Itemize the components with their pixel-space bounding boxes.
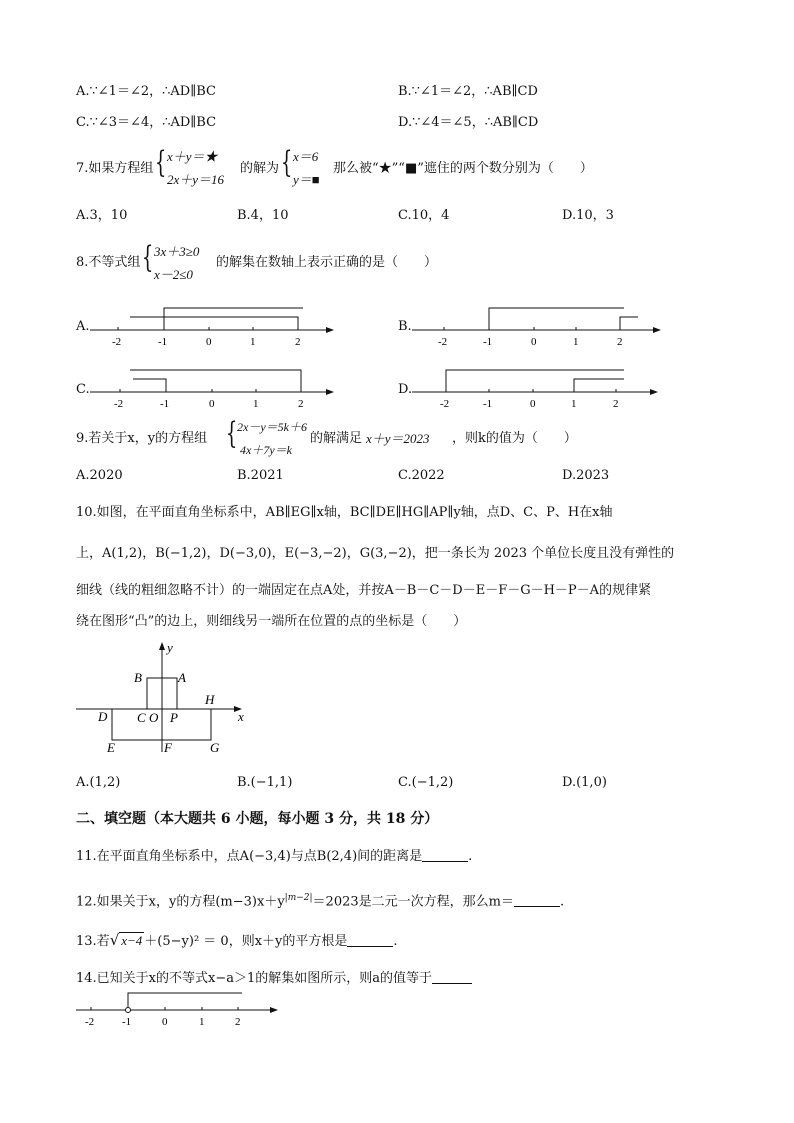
q14 [76, 969, 472, 988]
label-p: P [170, 710, 178, 725]
tick-label: 0 [209, 398, 215, 410]
q10-option-c: C.(−1,2) [398, 775, 454, 790]
tick-label: -2 [440, 398, 450, 410]
q7-option-b: B.4，10 [237, 208, 289, 223]
q7-prefix: 7.如果方程组 [76, 161, 154, 176]
tick-label: -2 [114, 398, 124, 410]
tick-label: 1 [199, 1016, 205, 1028]
sqrt-icon: √ [109, 931, 120, 949]
tick-label: 2 [295, 336, 301, 348]
q10-line-3: 细线（线的粗细忽略不计）的一端固定在点A处，并按A－B－C－D－E－F－G－H－P－A的规律紧 [76, 583, 652, 598]
tick-label: 0 [531, 336, 537, 348]
q14-text: 14.已知关于x的不等式x−a＞1的解集如图所示，则a的值等于 [76, 971, 433, 986]
q13-end: . [393, 934, 398, 949]
open-point-icon [126, 1008, 131, 1013]
tick-label: 2 [298, 398, 304, 410]
q8-numberline-b [410, 300, 665, 350]
q8-label-b: B. [398, 319, 412, 334]
q7-suffix: 那么被“★”“■”遮住的两个数分别为（ ） [333, 161, 593, 176]
tick-label: 1 [573, 336, 579, 348]
label-c: C [137, 710, 146, 725]
q7-brace-1: { [154, 145, 167, 180]
q8-numberline-a [88, 300, 338, 350]
q7-sol1: x＝6 [293, 149, 319, 164]
q10-line-4: 绕在图形“凸”的边上，则细线另一端所在位置的点的坐标是（ ） [76, 614, 467, 629]
label-e: E [107, 740, 115, 755]
q6-option-b: B.∵∠1＝∠2，∴AB∥CD [398, 84, 538, 99]
label-a: A [178, 670, 186, 685]
tick-label: -2 [438, 336, 448, 348]
q11-text: 11.在平面直角坐标系中，点A(−3,4)与点B(2,4)间的距离是 [76, 849, 423, 864]
tick-label: 1 [571, 398, 577, 410]
section-title: 二、填空题（本大题共 6 小题，每小题 3 分，共 18 分） [76, 811, 439, 827]
q9-eq2: 4x＋7y＝k [240, 443, 292, 457]
label-d: D [98, 709, 108, 724]
tick-label: 1 [250, 336, 256, 348]
label-x: x [238, 709, 244, 724]
q7-brace-2: { [280, 145, 293, 180]
q12-end: . [559, 894, 565, 910]
q9-condition: x＋y＝2023 [366, 431, 430, 446]
tick-label: 0 [162, 1016, 168, 1028]
label-g: G [210, 740, 220, 755]
q8-prefix: 8.不等式组 [76, 255, 141, 270]
q8-numberline-c [88, 362, 338, 412]
q13-answer-blank[interactable] [347, 932, 393, 947]
q12-exponent: |m−2| [284, 893, 313, 903]
tick-label: -2 [85, 1016, 95, 1028]
tick-label: -1 [160, 398, 170, 410]
y-axis-arrow-icon [159, 642, 165, 650]
q8-label-a: A. [76, 319, 90, 334]
q10-option-a: A.(1,2) [76, 775, 121, 790]
q12-text: 12.如果关于x，y的方程(m−3)x＋y [76, 894, 285, 910]
q8-ineq2: x－2≤0 [154, 267, 193, 282]
tick-label: 2 [617, 336, 623, 348]
tick-label: 1 [253, 398, 259, 410]
q9-eq1: 2x－y＝5k＋6 [237, 420, 307, 434]
label-o: O [149, 710, 159, 725]
q7-eq2: 2x＋y＝16 [167, 172, 225, 187]
q8-label-c: C. [76, 382, 90, 397]
tick-label: -1 [122, 1016, 132, 1028]
q6-option-d: D.∵∠4＝∠5，∴AB∥CD [398, 115, 539, 130]
q8-label-d: D. [398, 382, 413, 397]
label-h: H [205, 692, 215, 707]
q14-numberline [74, 988, 284, 1030]
q11-end: . [468, 849, 473, 864]
q10-figure [74, 638, 264, 758]
q9-option-d: D.2023 [562, 468, 610, 483]
q7-middle: 的解为 [240, 161, 280, 176]
q7-option-a: A.3，10 [76, 208, 128, 223]
q10-line-2: 上，A(1,2)，B(−1,2)，D(−3,0)，E(−3,−2)，G(3,−2)，把一条长为 2023 个单位长度且没有弹性的 [76, 546, 675, 561]
q7-option-d: D.10，3 [562, 208, 614, 223]
q10-option-d: D.(1,0) [562, 775, 607, 790]
q10-option-b: B.(−1,1) [237, 775, 293, 790]
q9-prefix: 9.若关于x，y的方程组 [76, 431, 208, 446]
q9-option-a: A.2020 [76, 468, 123, 483]
q13-text: 13.若 [76, 934, 110, 949]
tick-label: 0 [206, 336, 212, 348]
tick-label: 2 [613, 398, 619, 410]
label-f: F [164, 740, 172, 755]
q8-numberline-d [410, 362, 665, 412]
q9-suffix: ，则k的值为（ ） [452, 431, 577, 446]
tick-label: -2 [112, 336, 122, 348]
q10-line-1: 10.如图，在平面直角坐标系中，AB∥EG∥x轴，BC∥DE∥HG∥AP∥y轴，点D、C、P、H在x轴 [76, 505, 613, 520]
tick-label: 2 [235, 1016, 241, 1028]
q12 [76, 889, 564, 911]
tick-label: 0 [530, 398, 536, 410]
q9-option-b: B.2021 [237, 468, 284, 483]
q6-option-c: C.∵∠3＝∠4，∴AD∥BC [76, 115, 217, 130]
q12-answer-blank[interactable] [514, 892, 560, 907]
label-y: y [167, 640, 173, 655]
q13-radical: x−4 [121, 933, 143, 948]
tick-label: -1 [483, 398, 493, 410]
q7-eq1: x＋y＝★ [167, 149, 218, 164]
q9-brace: { [225, 416, 238, 451]
q6-option-a: A.∵∠1＝∠2，∴AD∥BC [76, 84, 216, 99]
q8-ineq1: 3x＋3≥0 [154, 244, 200, 259]
q14-answer-blank[interactable] [432, 969, 472, 984]
q8-suffix: 的解集在数轴上表示正确的是（ ） [216, 255, 438, 270]
q8-brace: { [141, 240, 154, 275]
q9-middle: 的解满足 [310, 431, 363, 446]
label-b: B [134, 670, 142, 685]
q7-sol2: y＝■ [293, 172, 320, 187]
q13-middle: ＋(5−y)² ＝ 0，则x＋y的平方根是 [144, 934, 348, 949]
q11 [76, 847, 472, 866]
tick-label: -1 [158, 336, 168, 348]
q7-option-c: C.10，4 [398, 208, 450, 223]
tick-label: -1 [483, 336, 493, 348]
q13 [76, 931, 398, 951]
q12-middle: ＝2023是二元一次方程，那么m＝ [312, 894, 514, 910]
q9-option-c: C.2022 [398, 468, 445, 483]
q11-answer-blank[interactable] [422, 847, 468, 862]
